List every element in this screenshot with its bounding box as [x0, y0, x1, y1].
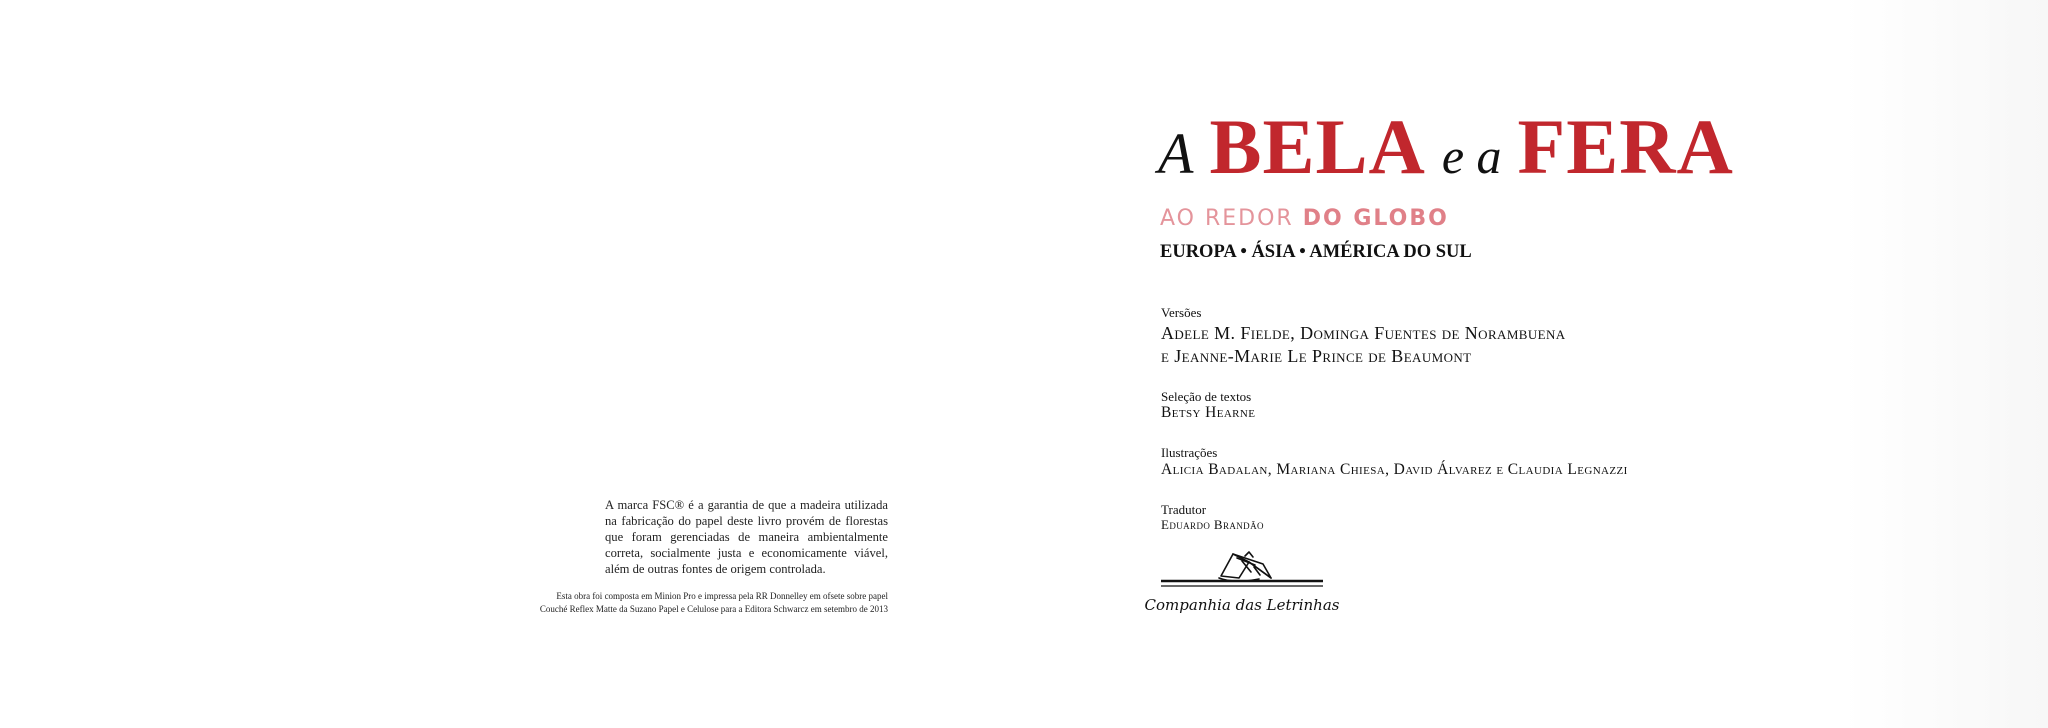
publisher-logo [1144, 548, 1340, 622]
versions-authors-line2: e Jeanne-Marie Le Prince de Beaumont [1161, 346, 1472, 366]
illustrations-label: Ilustrações [1161, 445, 1218, 460]
title-word-bela: BELA [1209, 103, 1426, 190]
printing-note [450, 590, 888, 616]
fsc-line: A marca FSC® é a garantia de que a madeira utilizada [605, 498, 888, 512]
regions-line: EUROPA • ÁSIA • AMÉRICA DO SUL [1160, 242, 1472, 262]
versions-authors-line1: Adele M. Fielde, Dominga Fuentes de Norambuena [1161, 323, 1566, 343]
fsc-line: além de outras fontes de origem controlada. [605, 562, 826, 576]
translator-name: Eduardo Brandão [1161, 517, 1264, 532]
selection-editor: Betsy Hearne [1161, 404, 1256, 421]
selection-label: Seleção de textos [1161, 389, 1252, 404]
title-word-a: A [1158, 121, 1194, 186]
title-word-fera: FERA [1517, 103, 1734, 190]
illustrators: Alicia Badalan, Mariana Chiesa, David Álvarez e Claudia Legnazzi [1161, 461, 1628, 478]
printing-note-line: Couché Reflex Matte da Suzano Papel e Celulose para a Editora Schwarcz em setembro de 2013 [539, 604, 888, 614]
subtitle-bold: DO GLOBO [1302, 206, 1449, 231]
subtitle-light: AO REDOR [1160, 206, 1294, 231]
versions-label: Versões [1161, 305, 1202, 320]
translator-label: Tradutor [1161, 502, 1207, 517]
book-subtitle [1160, 206, 1449, 231]
title-word-e-a: e a [1441, 128, 1502, 184]
fsc-line: correta, socialmente justa e economicamente viável, [605, 546, 888, 560]
fsc-line: na fabricação do papel deste livro provém de florestas [605, 514, 888, 528]
publisher-name: Companhia das Letrinhas [1144, 596, 1340, 614]
fsc-notice [605, 497, 888, 577]
book-title [1158, 103, 1734, 190]
fsc-line: que foram gerenciadas de maneira ambientalmente [605, 530, 888, 544]
printing-note-line: Esta obra foi composta em Minion Pro e impressa pela RR Donnelley em ofsete sobre papel [556, 591, 888, 601]
